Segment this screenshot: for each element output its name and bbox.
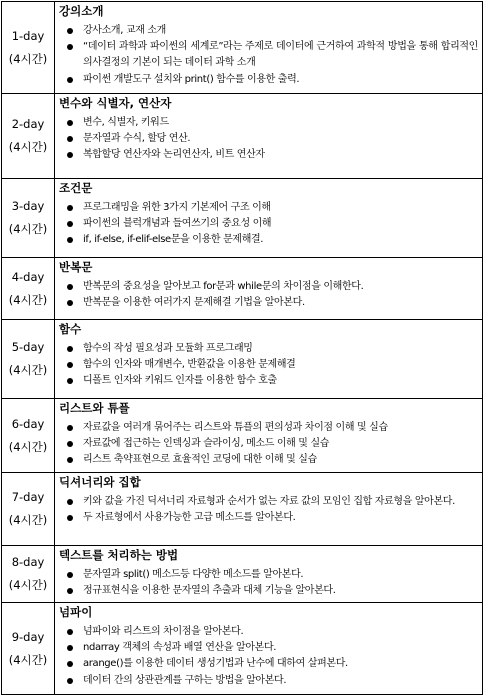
day-cell: [2, 179, 55, 258]
list-item: [83, 39, 478, 71]
list-item: [83, 640, 478, 656]
list-item: [83, 624, 478, 640]
day-cell: [2, 603, 55, 695]
topic-list: [59, 115, 478, 164]
topic-title: 함수: [59, 322, 82, 336]
bullet-icon: [67, 661, 73, 667]
list-item: [83, 373, 478, 389]
schedule-row: [2, 2, 483, 94]
bullet-icon: [67, 300, 73, 306]
course-schedule-table: [1, 1, 483, 695]
schedule-row: [2, 258, 483, 320]
hours-label: (4시간): [8, 439, 48, 454]
schedule-row: [2, 473, 483, 546]
list-item: [83, 232, 478, 248]
list-item: [83, 567, 478, 583]
day-label: 2-day: [11, 117, 45, 131]
content-cell: [55, 94, 483, 179]
bullet-icon: [67, 457, 73, 463]
hours-label: (4시간): [8, 363, 48, 377]
list-item-text: 반복문을 이용한 여러가지 문제해결 기법을 알아본다.: [83, 297, 305, 309]
content-cell: [55, 399, 483, 473]
day-label: 5-day: [11, 340, 45, 354]
bullet-icon: [67, 629, 73, 635]
list-item-text: 자료값에 접근하는 인덱싱과 슬라이싱, 메소드 이해 및 실습: [83, 438, 330, 450]
day-label: 8-day: [11, 555, 45, 569]
bullet-icon: [67, 645, 73, 651]
schedule-row: [2, 546, 483, 603]
bullet-icon: [67, 346, 73, 352]
list-item: [83, 583, 478, 599]
topic-title: 넘파이: [59, 605, 93, 619]
list-item: [83, 115, 478, 131]
bullet-icon: [67, 136, 73, 142]
list-item-text: 변수, 식별자, 키워드: [83, 117, 169, 128]
bullet-icon: [67, 362, 73, 368]
bullet-icon: [67, 221, 73, 227]
topic-title: 리스트와 튜플: [59, 401, 130, 415]
list-item: [83, 131, 478, 147]
list-item-text: 정규표현식을 이용한 문자열의 추출과 대체 기능을 알아본다.: [83, 585, 336, 597]
day-label: 9-day: [11, 629, 45, 644]
bullet-icon: [67, 499, 73, 505]
list-item-text: 리스트 축약표현으로 효율적인 코딩에 대한 이해 및 실습: [83, 454, 317, 466]
list-item-text: 디폴트 인자와 키워드 인자를 이용한 함수 호출: [83, 375, 277, 387]
list-item-text: 함수의 인자와 매개변수, 반환값을 이용한 문제해결: [83, 359, 296, 371]
topic-list: [59, 420, 478, 469]
list-item-text: 키와 값을 가진 딕셔너리 자료형과 순서가 없는 자료 값의 모임인 집합 자료형을 알아본다.: [83, 496, 455, 507]
topic-title: 강의소개: [59, 4, 104, 18]
day-cell: [2, 399, 55, 473]
content-cell: [55, 258, 483, 320]
bullet-icon: [67, 28, 73, 34]
day-label: 1-day: [11, 28, 45, 43]
content-cell: [55, 546, 483, 603]
list-item: [83, 357, 478, 373]
day-label: 7-day: [11, 490, 45, 504]
topic-list: [59, 341, 478, 390]
list-item: [83, 200, 478, 216]
list-item: [83, 72, 478, 88]
day-cell: [2, 94, 55, 179]
bullet-icon: [67, 44, 73, 50]
day-cell: [2, 2, 55, 94]
list-item: [83, 341, 478, 357]
list-item-text: 강사소개, 교재 소개: [83, 25, 166, 36]
day-label: 3-day: [11, 199, 45, 213]
schedule-row: [2, 603, 483, 695]
topic-list: [59, 494, 478, 526]
hours-label: (4시간): [8, 292, 48, 307]
bullet-icon: [67, 588, 73, 594]
topic-list: [59, 567, 478, 599]
bullet-icon: [67, 237, 73, 243]
list-item-text: 파이썬 개발도구 설치와 print() 함수를 이용한 출력.: [83, 73, 300, 85]
list-item-text: 반복문의 중요성을 알아보고 for문과 while문의 차이점을 이해한다.: [83, 281, 364, 292]
bullet-icon: [67, 378, 73, 384]
list-item-text: arange()를 이용한 데이터 생성기법과 난수에 대하여 살펴본다.: [83, 658, 348, 670]
list-item: [83, 420, 478, 436]
hours-label: (4시간): [8, 222, 48, 236]
topic-list: [59, 624, 478, 689]
hours-label: (4시간): [8, 578, 48, 592]
topic-title: 변수와 식별자, 연산자: [59, 96, 172, 110]
bullet-icon: [67, 572, 73, 578]
day-cell: [2, 320, 55, 399]
hours-label: (4시간): [8, 513, 48, 527]
hours-label: (4시간): [8, 652, 48, 667]
schedule-row: [2, 399, 483, 473]
list-item: [83, 216, 478, 232]
list-item-text: 두 자료형에서 사용가능한 고급 메소드를 알아본다.: [83, 512, 296, 524]
list-item: [83, 279, 478, 295]
list-item-text: 함수의 작성 필요성과 모듈화 프로그래밍: [83, 343, 253, 354]
schedule-row: [2, 94, 483, 179]
content-cell: [55, 603, 483, 695]
list-item-text: if, if-else, if-elif-else문을 이용한 문제해결.: [83, 234, 264, 246]
list-item: [83, 147, 478, 163]
list-item: [83, 494, 478, 510]
list-item-text: 넘파이와 리스트의 차이점을 알아본다.: [83, 626, 244, 637]
list-item-text: 자료값을 여러개 묶어주는 리스트와 튜플의 편의성과 차이점 이해 및 실습: [83, 422, 388, 433]
bullet-icon: [67, 284, 73, 290]
bullet-icon: [67, 77, 73, 83]
list-item: [83, 510, 478, 526]
list-item: [83, 656, 478, 672]
topic-list: [59, 279, 478, 311]
schedule-body: [2, 2, 483, 695]
day-cell: [2, 473, 55, 546]
topic-list: [59, 200, 478, 249]
list-item-text: 복합할당 연산자와 논리연산자, 비트 연산자: [83, 149, 265, 161]
list-item: [83, 295, 478, 311]
day-cell: [2, 546, 55, 603]
bullet-icon: [67, 205, 73, 211]
content-cell: [55, 179, 483, 258]
bullet-icon: [67, 120, 73, 126]
content-cell: [55, 320, 483, 399]
topic-title: 딕셔너리와 집합: [59, 475, 141, 489]
topic-title: 반복문: [59, 260, 93, 274]
day-label: 4-day: [11, 269, 45, 284]
list-item: [83, 452, 478, 468]
bullet-icon: [67, 425, 73, 431]
day-cell: [2, 258, 55, 320]
list-item-text: 문자열과 수식, 할당 연산.: [83, 133, 191, 145]
content-cell: [55, 473, 483, 546]
schedule-row: [2, 179, 483, 258]
topic-list: [59, 23, 478, 88]
day-label: 6-day: [11, 416, 45, 431]
bullet-icon: [67, 441, 73, 447]
list-item-text: 문자열과 split() 메소드등 다양한 메소드를 알아본다.: [83, 569, 304, 580]
list-item-text: 파이썬의 블럭개념과 들여쓰기의 중요성 이해: [83, 218, 272, 230]
schedule-row: [2, 320, 483, 399]
topic-title: 텍스트를 처리하는 방법: [59, 548, 179, 562]
topic-title: 조건문: [59, 181, 93, 195]
hours-label: (4시간): [8, 140, 48, 154]
list-item-text: 프로그래밍을 위한 3가지 기본제어 구조 이해: [83, 202, 271, 213]
hours-label: (4시간): [8, 51, 48, 66]
bullet-icon: [67, 152, 73, 158]
bullet-icon: [67, 515, 73, 521]
list-item-text: “데이터 과학과 파이썬의 세계로”라는 주제로 데이터에 근거하여 과학적 방법을 통해 합리적인 의사결정의 기본이 되는 데이터 과학 소개: [83, 41, 478, 69]
content-cell: [55, 2, 483, 94]
list-item: [83, 673, 478, 689]
list-item: [83, 23, 478, 39]
list-item-text: 데이터 간의 상관관계를 구하는 방법을 알아본다.: [83, 674, 287, 686]
list-item-text: ndarray 객체의 속성과 배열 연산을 알아본다.: [83, 642, 277, 654]
list-item: [83, 436, 478, 452]
